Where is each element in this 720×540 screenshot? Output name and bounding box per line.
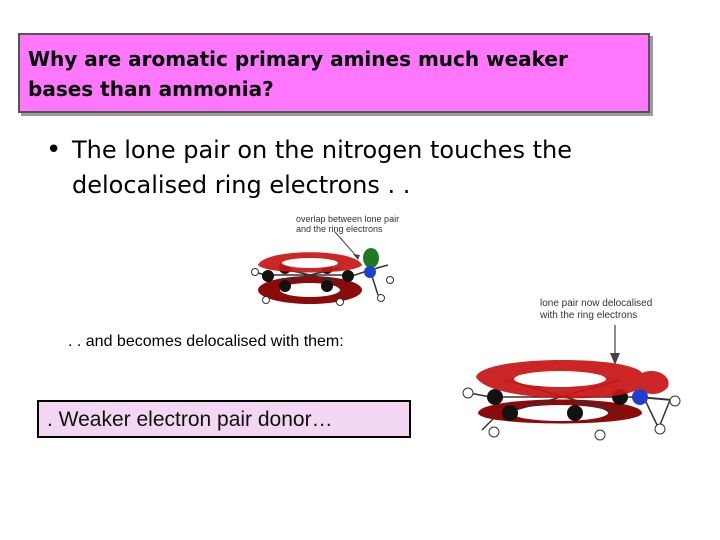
diagram2-label-line-1: lone pair now delocalised: [540, 298, 653, 309]
title-line-2: bases than ammonia?: [28, 77, 274, 101]
diagram2-label-line-2: with the ring electrons: [540, 310, 638, 321]
diagram2-label: [540, 298, 652, 322]
conclusion-box: [37, 400, 411, 438]
title-box: [18, 33, 650, 113]
delocalised-caption: . . and becomes delocalised with them:: [68, 333, 344, 350]
lone-pair-orbital: [363, 248, 379, 268]
title-line-1: Why are aromatic primary amines much weaker: [28, 47, 568, 71]
nitrogen-atom: [632, 389, 648, 405]
pointer-arrow-icon: [335, 232, 358, 258]
bullet-text: [72, 133, 672, 203]
diagram1-label-line-2: and the ring electrons: [296, 224, 383, 234]
bullet-line-1: The lone pair on the nitrogen touches the: [72, 136, 573, 164]
diagram1-label-line-1: overlap between lone pair: [296, 214, 400, 224]
conclusion-text: . Weaker electron pair donor…: [47, 408, 333, 431]
bullet-icon: •: [46, 135, 62, 165]
aniline-overlap-diagram: [240, 220, 420, 320]
aniline-delocalised-diagram: [460, 325, 700, 445]
bullet-line-2: delocalised ring electrons . .: [72, 171, 411, 199]
nitrogen-atom: [364, 266, 376, 278]
